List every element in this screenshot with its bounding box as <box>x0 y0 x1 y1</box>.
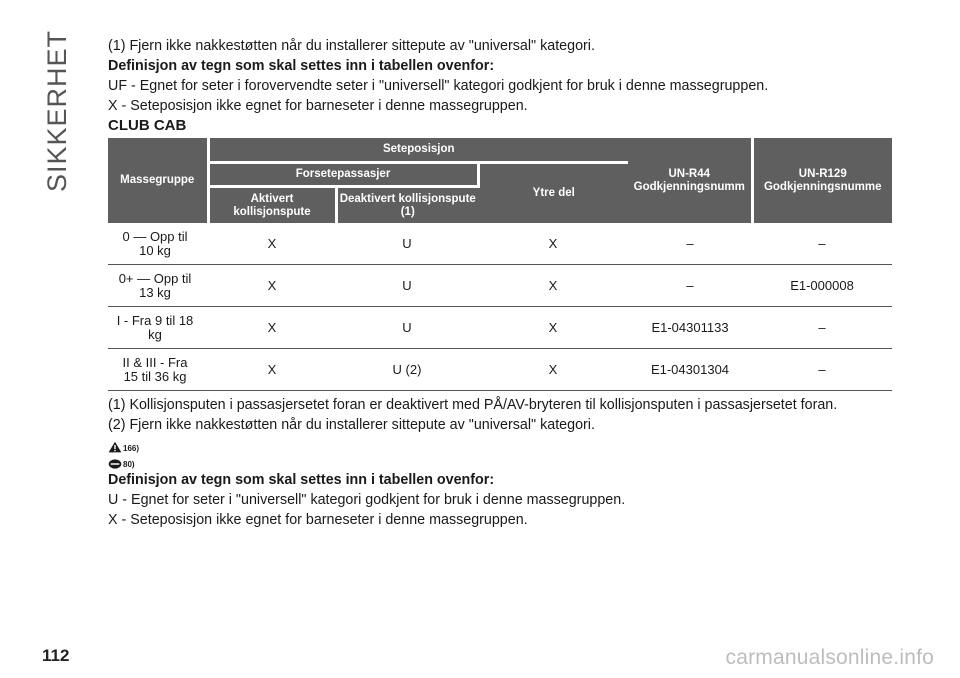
airbag-deactivated-cell: U (2) <box>336 349 478 391</box>
airbag-active-cell: X <box>208 265 336 307</box>
un-r129-cell: – <box>752 349 892 391</box>
caution-hand-icon <box>108 457 122 469</box>
top-definition-heading: Definisjon av tegn som skal settes inn i tabellen ovenfor: <box>108 58 495 74</box>
header-un-r44-text: UN-R44 Godkjenningsnumm <box>633 167 745 193</box>
un-r44-cell: – <box>628 223 752 265</box>
section-title: CLUB CAB <box>108 117 187 134</box>
top-footnote: (1) Fjern ikke nakkestøtten når du installerer sittepute av "universal" kategori. <box>108 38 595 54</box>
un-r129-cell: – <box>752 223 892 265</box>
header-mass-group: Massegruppe <box>108 138 208 223</box>
bottom-footnote-2: (2) Fjern ikke nakkestøtten når du installerer sittepute av "universal" kategori. <box>108 417 595 433</box>
top-definition-x: X - Seteposisjon ikke egnet for barneseter i denne massegruppen. <box>108 98 528 114</box>
mass-group-cell: 0+ — Opp til 13 kg <box>108 265 208 307</box>
bottom-definition-u: U - Egnet for seter i "universell" kategori godkjent for bruk i denne massegruppen. <box>108 492 626 508</box>
warning-triangle-icon <box>108 441 122 453</box>
airbag-active-cell: X <box>208 349 336 391</box>
table-row <box>108 265 892 307</box>
un-r44-cell: E1-04301304 <box>628 349 752 391</box>
header-un-r129-text: UN-R129 Godkjenningsnumme <box>763 167 882 193</box>
bottom-definition-heading: Definisjon av tegn som skal settes inn i tabellen ovenfor: <box>108 472 495 488</box>
seat-position-table <box>108 138 892 391</box>
watermark: carmanualsonline.info <box>725 646 934 669</box>
header-front-passenger: Forsetepassasjer <box>208 163 478 187</box>
header-outer: Ytre del <box>478 163 628 224</box>
outer-cell: X <box>478 307 628 349</box>
page-content <box>108 36 938 530</box>
warning-code: 166) <box>123 444 140 453</box>
table-row <box>108 223 892 265</box>
bottom-footnote-1: (1) Kollisjonsputen i passasjersetet foran er deaktivert med PÅ/AV-bryteren til kollisjonsputen i passasjersetet foran. <box>108 397 838 413</box>
un-r44-cell: E1-04301133 <box>628 307 752 349</box>
airbag-active-cell: X <box>208 307 336 349</box>
mass-group-cell: I - Fra 9 til 18 kg <box>108 307 208 349</box>
header-airbag-deactivated: Deaktivert kollisjonspute (1) <box>336 187 478 224</box>
mass-group-cell: II & III - Fra 15 til 36 kg <box>108 349 208 391</box>
airbag-deactivated-cell: U <box>336 307 478 349</box>
un-r129-cell: – <box>752 307 892 349</box>
airbag-deactivated-cell: U <box>336 265 478 307</box>
header-airbag-active: Aktivert kollisjonspute <box>208 187 336 224</box>
warning-reference <box>108 437 938 453</box>
mass-group-cell: 0 — Opp til 10 kg <box>108 223 208 265</box>
caution-code: 80) <box>123 460 135 469</box>
caution-reference <box>108 453 938 469</box>
section-side-tab: SIKKERHET <box>42 30 72 193</box>
airbag-deactivated-cell: U <box>336 223 478 265</box>
header-un-r44 <box>628 138 752 223</box>
outer-cell: X <box>478 223 628 265</box>
outer-cell: X <box>478 265 628 307</box>
airbag-active-cell: X <box>208 223 336 265</box>
table-row <box>108 307 892 349</box>
top-definition-uf: UF - Egnet for seter i forovervendte seter i "universell" kategori godkjent for bruk i denne massegruppen. <box>108 78 769 94</box>
outer-cell: X <box>478 349 628 391</box>
header-seat-position: Seteposisjon <box>208 138 628 163</box>
table-row <box>108 349 892 391</box>
bottom-definition-x: X - Seteposisjon ikke egnet for barneseter i denne massegruppen. <box>108 512 528 528</box>
page-number: 112 <box>42 646 70 665</box>
un-r44-cell: – <box>628 265 752 307</box>
un-r129-cell: E1-000008 <box>752 265 892 307</box>
header-un-r129 <box>752 138 892 223</box>
